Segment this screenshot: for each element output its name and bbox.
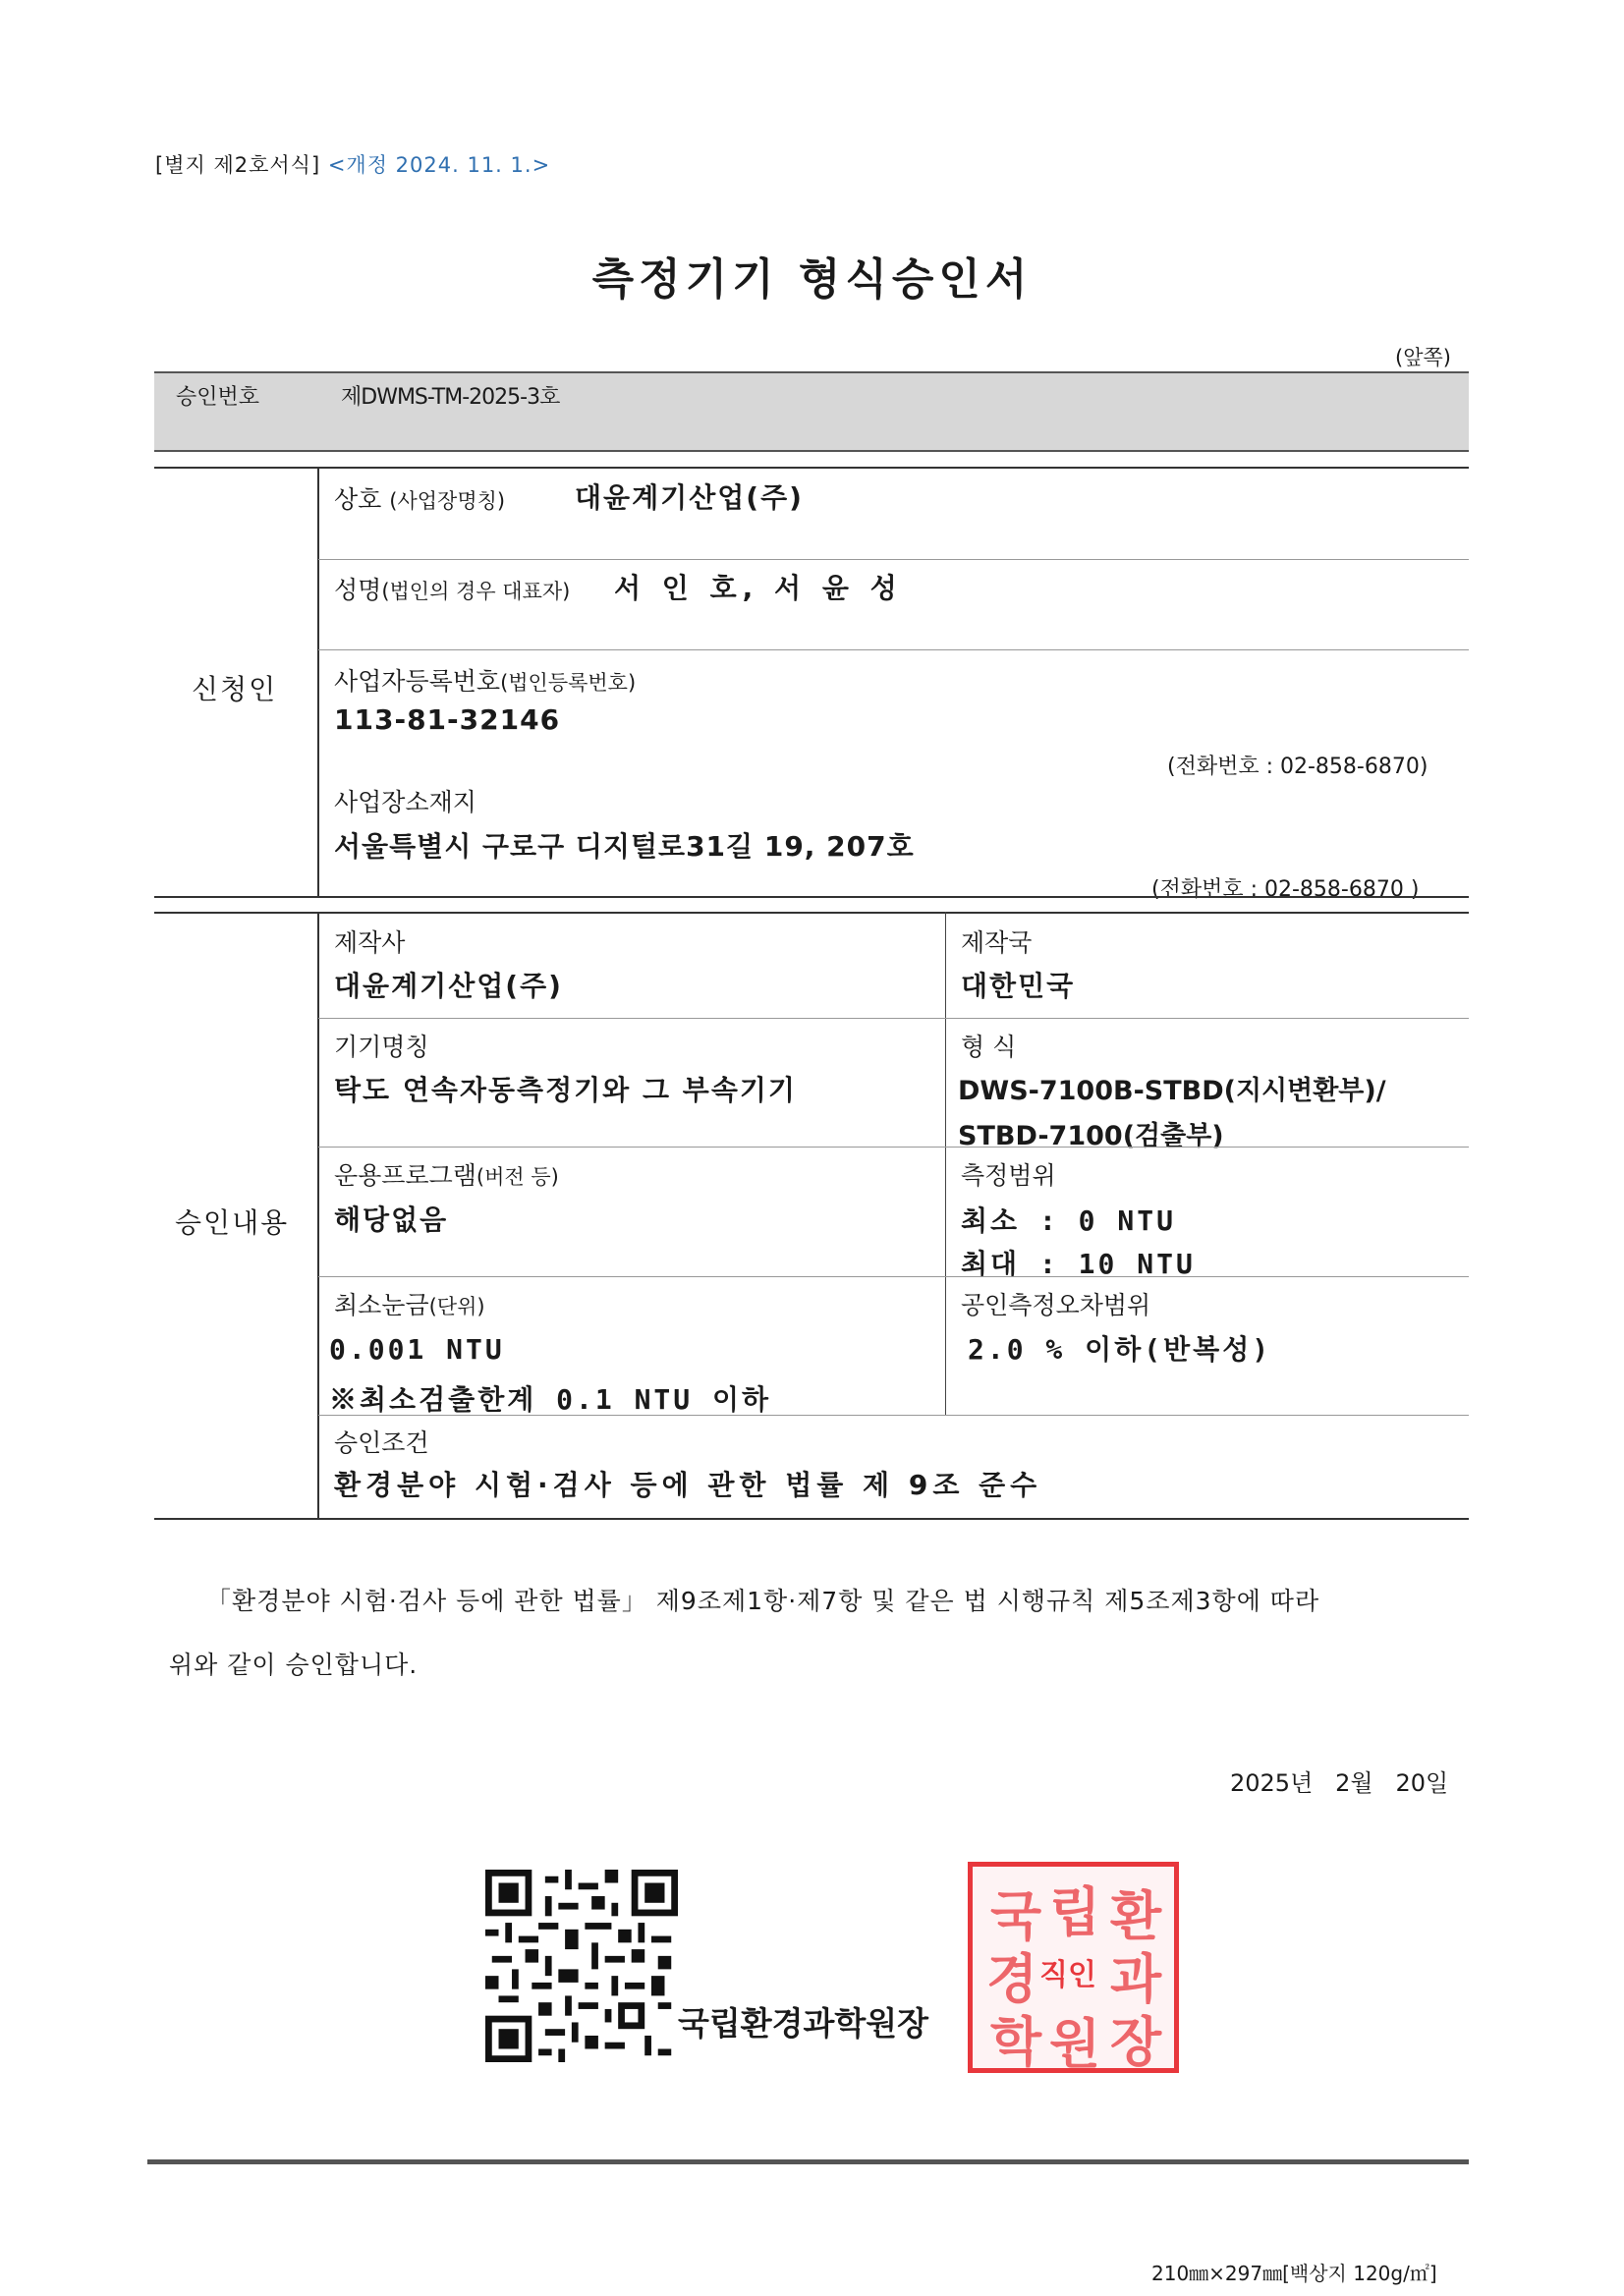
trade-name-value: 대윤계기산업(주) bbox=[575, 481, 804, 514]
min-scale-label: 최소눈금(단위) bbox=[334, 1291, 485, 1319]
approval-content-label: 승인내용 bbox=[175, 1206, 290, 1239]
seal-glyph: 과 bbox=[1110, 1948, 1162, 2010]
error-range-value: 2.0 % 이하(반복성) bbox=[968, 1333, 1272, 1366]
seal-stamp-text: 직인 bbox=[1039, 1958, 1096, 1992]
representative-label: 성명(법인의 경우 대표자) bbox=[334, 576, 571, 604]
condition-value: 환경분야 시험·검사 등에 관한 법률 제 9조 준수 bbox=[334, 1469, 1042, 1501]
phone-number-1: (전화번호 : 02-858-6870) bbox=[1167, 755, 1428, 779]
device-name-label: 기기명칭 bbox=[334, 1033, 429, 1061]
maker-label: 제작사 bbox=[334, 928, 406, 957]
country-label: 제작국 bbox=[961, 928, 1033, 957]
paper-spec: 210㎜×297㎜[백상지 120g/㎡] bbox=[1151, 2262, 1437, 2285]
country-value: 대한민국 bbox=[961, 970, 1076, 1002]
seal-glyph: 립 bbox=[1049, 1881, 1101, 1943]
issue-date: 2025년 2월 20일 bbox=[1230, 1769, 1449, 1797]
trade-name-label: 상호 (사업장명칭) bbox=[334, 485, 506, 514]
business-reg-label: 사업자등록번호(법인등록번호) bbox=[334, 667, 637, 696]
model-value-line2: STBD-7100(검출부) bbox=[958, 1121, 1224, 1151]
divider bbox=[318, 649, 1469, 650]
page-title: 측정기기 형식승인서 bbox=[591, 254, 1033, 305]
error-range-label: 공인측정오차범위 bbox=[961, 1291, 1151, 1319]
min-scale-value: 0.001 NTU bbox=[329, 1333, 505, 1366]
form-reference bbox=[155, 149, 550, 179]
program-value: 해당없음 bbox=[334, 1204, 449, 1236]
seal-glyph: 장 bbox=[1110, 2011, 1162, 2073]
seal-glyph: 환 bbox=[1110, 1885, 1162, 1947]
detection-limit-note: ※최소검출한계 0.1 NTU 이하 bbox=[329, 1383, 772, 1416]
divider bbox=[318, 1276, 1469, 1277]
applicant-section-label: 신청인 bbox=[192, 673, 278, 705]
divider bbox=[318, 1018, 1469, 1019]
approval-number-label: 승인번호 bbox=[176, 385, 260, 410]
device-name-value: 탁도 연속자동측정기와 그 부속기기 bbox=[334, 1074, 797, 1106]
seal-glyph: 경 bbox=[986, 1948, 1038, 2010]
model-value-line1: DWS-7100B-STBD(지시변환부)/ bbox=[958, 1076, 1386, 1106]
seal-glyph: 원 bbox=[1049, 2013, 1101, 2075]
divider bbox=[154, 1518, 1469, 1520]
official-seal bbox=[968, 1862, 1179, 2073]
model-label: 형 식 bbox=[961, 1033, 1017, 1061]
representative-value: 서 인 호, 서 윤 성 bbox=[614, 572, 903, 604]
divider bbox=[318, 1415, 1469, 1416]
divider bbox=[154, 896, 1469, 898]
statement-line-2: 위와 같이 승인합니다. bbox=[169, 1651, 419, 1679]
statement-line-1: 「환경분야 시험·검사 등에 관한 법률」 제9조제1항·제7항 및 같은 법 시행규칙 제5조제3항에 따라 bbox=[206, 1587, 1320, 1615]
form-number: [별지 제2호서식] bbox=[155, 153, 321, 177]
business-reg-value: 113-81-32146 bbox=[334, 703, 561, 736]
divider bbox=[154, 467, 1469, 469]
issuer-name: 국립환경과학원장 bbox=[678, 2004, 929, 2043]
divider bbox=[318, 1147, 1469, 1148]
divider bbox=[317, 912, 319, 1519]
seal-glyph: 국 bbox=[990, 1885, 1042, 1947]
revision-note: <개정 2024. 11. 1.> bbox=[327, 153, 551, 177]
qr-code-icon bbox=[485, 1870, 678, 2062]
page-side-label: (앞쪽) bbox=[1395, 346, 1451, 369]
approval-number-bar bbox=[154, 371, 1469, 452]
condition-label: 승인조건 bbox=[334, 1428, 429, 1457]
maker-value: 대윤계기산업(주) bbox=[334, 970, 563, 1002]
seal-glyph: 학 bbox=[990, 2011, 1042, 2073]
address-value: 서울특별시 구로구 디지털로31길 19, 207호 bbox=[334, 830, 915, 863]
column-divider bbox=[945, 912, 946, 1415]
address-label: 사업장소재지 bbox=[334, 788, 476, 816]
divider bbox=[154, 912, 1469, 914]
approval-number-value: 제DWMS-TM-2025-3호 bbox=[341, 385, 560, 410]
program-label: 운용프로그램(버전 등) bbox=[334, 1161, 559, 1190]
range-max-value: 최대 : 10 NTU bbox=[961, 1248, 1196, 1280]
divider bbox=[318, 559, 1469, 560]
range-label: 측정범위 bbox=[961, 1161, 1056, 1190]
divider bbox=[317, 467, 319, 896]
footer-divider bbox=[147, 2159, 1469, 2164]
range-min-value: 최소 : 0 NTU bbox=[961, 1204, 1176, 1237]
phone-number-2: (전화번호 : 02-858-6870 ) bbox=[1151, 877, 1420, 902]
